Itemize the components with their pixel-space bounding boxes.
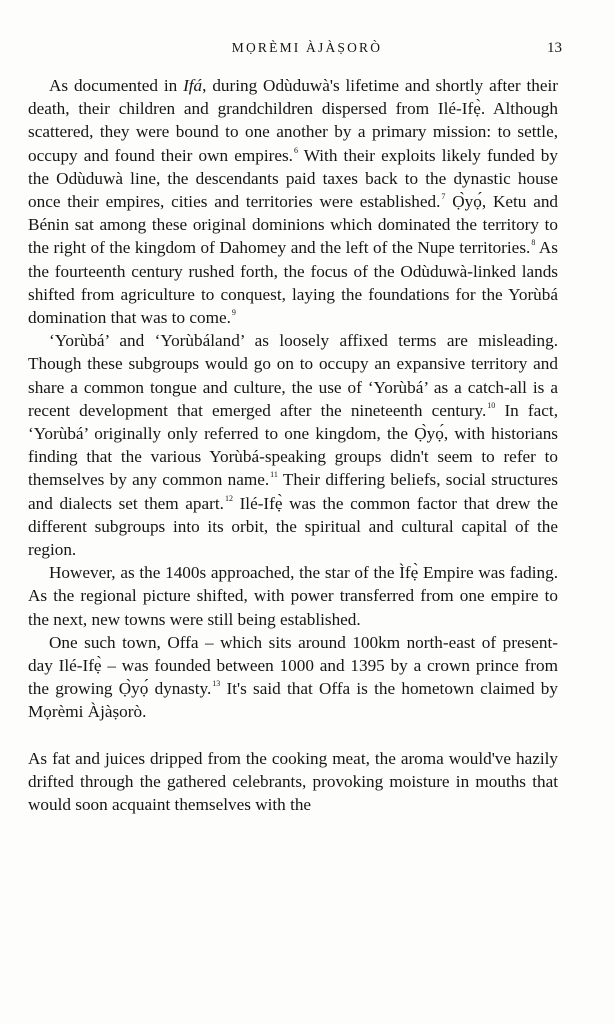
text-run: Ilé-Ifẹ̀ was the common factor that drew the different subgroups into its orbit, the spiritual and cultural capital of the region. bbox=[28, 493, 558, 560]
text-run: It's said that Offa is the hometown claimed by Mọrèmi Àjàṣorò. bbox=[28, 679, 558, 722]
text-run: As the fourteenth century rushed forth, the focus of the Odùduwà-linked lands shifted from agriculture to conquest, laying the foundations for the Yorùbá domination that was to come. bbox=[28, 238, 558, 328]
text-run: One such town, Offa – which sits around 100km north-east of present-day Ilé-Ifẹ̀ – was founded between 1000 and 1395 by a crown prince from the growing Ọ̀yọ́ dynasty. bbox=[28, 632, 558, 699]
paragraph bbox=[28, 747, 558, 817]
text-run: In fact, ‘Yorùbá’ originally only referred to one kingdom, the Ọ̀yọ́, with historians finding that the various Yorùbá-speaking groups didn't seem to refer to themselves by any common name. bbox=[28, 400, 558, 490]
paragraph bbox=[28, 631, 558, 724]
paragraph bbox=[28, 74, 558, 329]
footnote-marker: 9 bbox=[231, 308, 236, 318]
footnote-marker: 8 bbox=[531, 238, 536, 248]
footnote-marker: 10 bbox=[487, 400, 496, 410]
text-run: As fat and juices dripped from the cooking meat, the aroma would've hazily drifted through the gathered celebrants, provoking moisture in mouths that would soon acquaint themselves with the bbox=[28, 748, 558, 815]
footnote-marker: 11 bbox=[270, 470, 278, 480]
footnote-marker: 7 bbox=[441, 192, 446, 202]
footnote-marker: 6 bbox=[293, 145, 298, 155]
italic-term: Ifá bbox=[183, 76, 203, 95]
text-run: ‘Yorùbá’ and ‘Yorùbáland’ as loosely affixed terms are misleading. Though these subgroups would go on to occupy an expansive territory and share a common tongue and culture, the use of ‘Yorùbá’ as a catch-all is a recent development that emerged after the nineteenth century. bbox=[28, 331, 558, 420]
text-run: As documented in bbox=[49, 76, 184, 95]
running-head: MỌRÈMI ÀJÀṢORÒ bbox=[231, 40, 383, 55]
footnote-marker: 13 bbox=[212, 679, 221, 689]
page-number: 13 bbox=[547, 40, 562, 56]
body-text bbox=[28, 74, 558, 816]
text-run: , during Odùduwà's lifetime and shortly after their death, their children and grandchildren dispersed from Ilé-Ifẹ̀. Although scattered, they were bound to one another by a primary mission: to settle, occupy and found their own empires. bbox=[28, 76, 558, 165]
text-run: Ọ̀yọ́, Ketu and Bénin sat among these original dominions which dominated the territory to the right of the kingdom of Dahomey and the left of the Nupe territories. bbox=[28, 192, 559, 258]
paragraph bbox=[28, 561, 558, 631]
footnote-marker: 12 bbox=[224, 493, 233, 503]
paragraph bbox=[28, 329, 558, 561]
text-run: Their differing beliefs, social structures and dialects set them apart. bbox=[28, 470, 558, 513]
text-run: With their exploits likely funded by the Odùduwà line, the descendants paid taxes back to the dynastic house once their empires, cities and territories were established. bbox=[28, 145, 558, 212]
text-run: However, as the 1400s approached, the star of the Ìfẹ̀ Empire was fading. As the regional picture shifted, with power transferred from one empire to the next, new towns were still being established. bbox=[28, 563, 558, 629]
